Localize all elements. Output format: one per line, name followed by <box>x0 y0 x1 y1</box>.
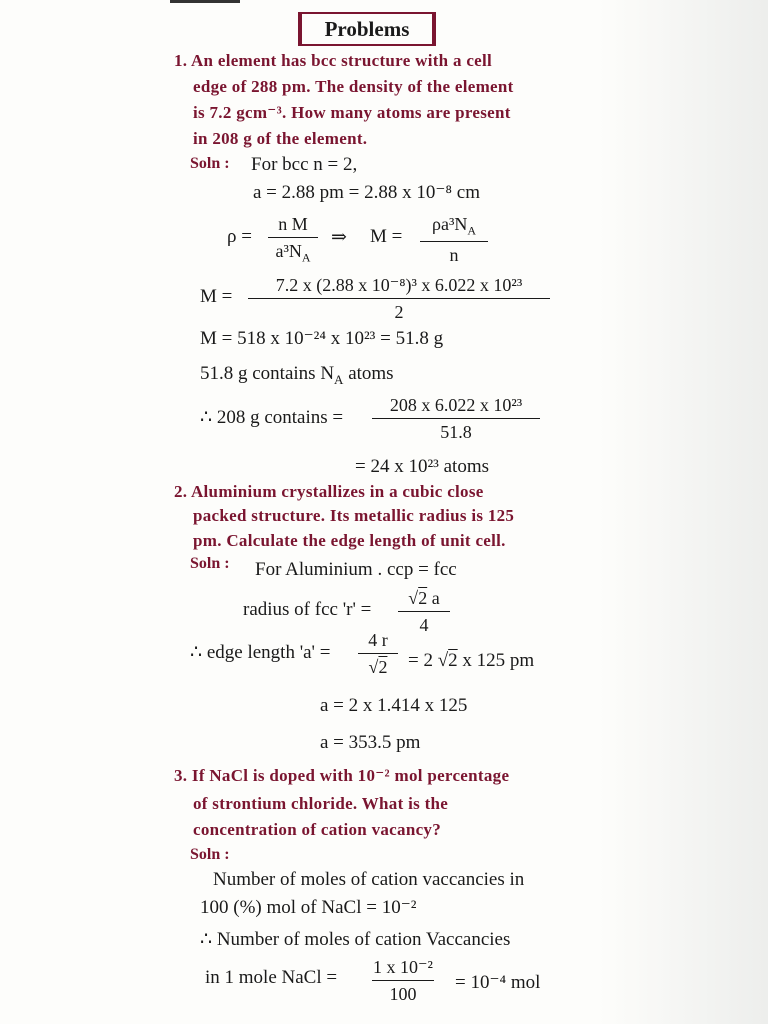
title-box <box>298 12 436 46</box>
p1-fraction-density-den: a³N <box>275 241 302 261</box>
p2-fraction-radius-tail: a <box>427 588 440 608</box>
p1-fraction-atoms <box>372 395 540 443</box>
p2-edge-value-pre: = 2 √ <box>408 650 449 671</box>
p1-fraction-density <box>268 214 318 266</box>
p1-m-label-2: M = <box>200 286 233 307</box>
page-shadow <box>598 0 768 1024</box>
p2-line-edge-value <box>408 651 534 670</box>
p2-line-a-answer: a = 353.5 pm <box>320 732 421 753</box>
p1-line-m-result: M = 518 x 10⁻²⁴ x 10²³ = 51.8 g <box>200 328 444 349</box>
p1-fraction-density-den-sub: A <box>301 250 311 265</box>
p3-fraction-den: 100 <box>389 984 417 1004</box>
p3-fraction <box>372 957 434 1005</box>
p2-line-a-calc: a = 2 x 1.414 x 125 <box>320 695 468 716</box>
p1-question-line-3: is 7.2 gcm⁻³. How many atoms are present <box>193 103 511 122</box>
p2-fraction-edge: $\frac{4 r}{√2}$ <box>358 630 398 678</box>
p1-question-line-2: edge of 288 pm. The density of the element <box>193 77 514 96</box>
p2-edge-value-post: x 125 pm <box>457 650 535 671</box>
p1-fraction-mass-num-sub: A <box>467 223 477 238</box>
p1-fraction-mass-den: n <box>449 244 459 265</box>
p1-line-208: ∴ 208 g contains = <box>200 407 344 428</box>
p1-fraction-calc-num: 7.2 x (2.88 x 10⁻⁸)³ x 6.022 x 10²³ <box>248 275 550 299</box>
page-title: Problems <box>324 17 410 41</box>
p3-line-2: 100 (%) mol of NaCl = 10⁻² <box>200 897 417 918</box>
p2-question-line-2: packed structure. Its metallic radius is 125 <box>193 506 515 525</box>
p3-line-4: in 1 mole NaCl = <box>205 967 338 988</box>
p1-line-contains <box>200 364 394 386</box>
p3-line-answer: = 10⁻⁴ mol <box>455 972 541 993</box>
p1-line-answer: = 24 x 10²³ atoms <box>355 456 489 477</box>
p2-question-line-3: pm. Calculate the edge length of unit cell. <box>193 531 506 550</box>
p1-fraction-atoms-num: 208 x 6.022 x 10²³ <box>372 395 540 419</box>
p1-contains-tail: atoms <box>343 363 394 384</box>
p1-fraction-mass <box>420 214 488 266</box>
p2-edge-value-root: 2 <box>448 650 458 671</box>
p1-m-label: M = <box>370 226 403 247</box>
p2-soln-label: Soln : <box>190 555 230 572</box>
p1-fraction-atoms-den: 51.8 <box>440 422 472 442</box>
p2-fraction-edge-num: 4 r <box>358 630 398 654</box>
p1-rho-label: ρ = <box>227 226 252 247</box>
p1-fraction-density-num: n M <box>268 214 318 238</box>
p1-line-a: a = 2.88 pm = 2.88 x 10⁻⁸ cm <box>253 182 481 203</box>
p2-fraction-radius-root: 2 <box>418 588 428 608</box>
implies-arrow: ⇒ <box>331 227 347 248</box>
p1-fraction-calc <box>248 275 550 323</box>
p3-fraction-num: 1 x 10⁻² <box>372 957 434 981</box>
p2-fraction-edge-den-root: 2 <box>378 657 388 677</box>
p1-question-line-1: 1. An element has bcc structure with a cell <box>174 51 493 70</box>
p3-line-1: Number of moles of cation vaccancies in <box>213 869 525 890</box>
p1-line-bcc: For bcc n = 2, <box>251 154 358 175</box>
p3-question-line-1: 3. If NaCl is doped with 10⁻² mol percentage <box>174 766 510 785</box>
p3-soln-label: Soln : <box>190 846 230 863</box>
p2-line-ccp: For Aluminium . ccp = fcc <box>255 559 457 580</box>
p3-line-3: ∴ Number of moles of cation Vaccancies <box>200 929 511 950</box>
p1-fraction-mass-num: ρa³N <box>431 214 468 234</box>
p1-fraction-calc-den: 2 <box>394 302 404 322</box>
p3-question-line-3: concentration of cation vacancy? <box>193 820 442 839</box>
p1-question-line-4: in 208 g of the element. <box>193 129 368 148</box>
p2-line-radius: radius of fcc 'r' = <box>243 599 372 620</box>
p2-fraction-radius-den: 4 <box>419 615 429 635</box>
top-rule <box>170 0 240 3</box>
p2-question-line-1: 2. Aluminium crystallizes in a cubic close <box>174 482 484 501</box>
p1-soln-label: Soln : <box>190 155 230 172</box>
p1-contains-text: 51.8 g contains N <box>200 363 335 384</box>
p1-contains-sub: A <box>334 371 344 387</box>
p2-line-edge: ∴ edge length 'a' = <box>190 642 331 663</box>
p3-question-line-2: of strontium chloride. What is the <box>193 794 449 813</box>
p2-fraction-radius: $\frac{√2 a}{4}$ <box>398 588 450 636</box>
